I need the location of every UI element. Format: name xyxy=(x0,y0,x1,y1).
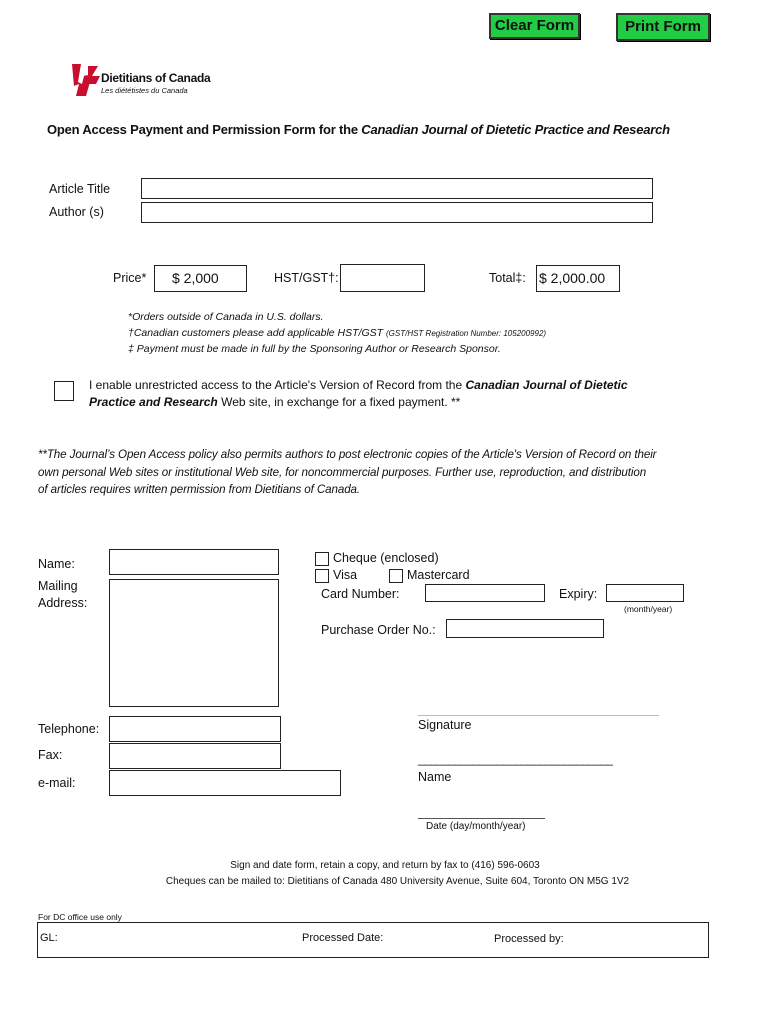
processed-by-label: Processed by: xyxy=(494,933,564,945)
policy-line-2: own personal Web sites or institutional Web site, for noncommercial purposes. Further use, reproduction, and distribution xyxy=(38,465,647,479)
name-input[interactable] xyxy=(109,549,279,575)
po-input[interactable] xyxy=(446,619,604,638)
logo-name: Dietitians of Canada xyxy=(101,71,211,85)
permission-journal-b: Practice and Research xyxy=(89,395,218,409)
mastercard-checkbox[interactable] xyxy=(389,569,403,583)
signature-label: Signature xyxy=(418,718,472,732)
gl-label: GL: xyxy=(40,932,58,944)
processed-date-label: Processed Date: xyxy=(302,932,384,944)
policy-line-3: of articles requires written permission from Dietitians of Canada. xyxy=(38,483,361,496)
date-line[interactable] xyxy=(418,818,545,819)
hst-input[interactable] xyxy=(340,264,425,292)
logo-mark-icon xyxy=(68,62,104,98)
card-number-input[interactable] xyxy=(425,584,545,602)
dietitians-of-canada-logo xyxy=(68,62,211,98)
fax-label: Fax: xyxy=(38,748,63,762)
note-hst-registration: (GST/HST Registration Number: 105200992) xyxy=(385,329,547,338)
mailing-address-input[interactable] xyxy=(109,579,279,707)
article-title-input[interactable] xyxy=(141,178,653,199)
visa-label: Visa xyxy=(333,568,358,582)
permission-text xyxy=(89,377,628,411)
expiry-input[interactable] xyxy=(606,584,684,602)
address-label: Address: xyxy=(38,596,88,610)
title-prefix: Open Access Payment and Permission Form for the xyxy=(47,122,362,137)
email-input[interactable] xyxy=(109,770,341,796)
print-form-button[interactable]: Print Form xyxy=(616,13,710,41)
title-journal: Canadian Journal of Dietetic Practice and Research xyxy=(361,122,670,137)
policy-line-1: **The Journal’s Open Access policy also permits authors to post electronic copies of the Article's Version of Record on their xyxy=(38,448,657,461)
cheque-label: Cheque (enclosed) xyxy=(333,551,439,565)
fax-input[interactable] xyxy=(109,743,281,769)
expiry-label: Expiry: xyxy=(559,587,598,601)
price-label: Price* xyxy=(113,271,147,285)
permission-checkbox[interactable] xyxy=(54,381,74,401)
name-label: Name: xyxy=(38,557,75,571)
article-title-label: Article Title xyxy=(49,182,111,196)
policy-paragraph xyxy=(38,446,656,499)
office-use-heading: For DC office use only xyxy=(38,912,122,922)
permission-text-a: I enable unrestricted access to the Article's Version of Record from the xyxy=(89,378,466,392)
page-title xyxy=(47,122,670,137)
mastercard-label: Mastercard xyxy=(407,568,470,582)
note-hst xyxy=(128,327,546,339)
expiry-hint: (month/year) xyxy=(624,604,673,614)
footer-fax-instructions: Sign and date form, retain a copy, and return by fax to (416) 596-0603 xyxy=(230,860,540,871)
author-input[interactable] xyxy=(141,202,653,223)
cheque-checkbox[interactable] xyxy=(315,552,329,566)
permission-journal-a: Canadian Journal of Dietetic xyxy=(465,378,628,392)
signature-name-label: Name xyxy=(418,770,452,784)
name-signature-line[interactable]: ________________________________ xyxy=(418,752,613,766)
visa-checkbox[interactable] xyxy=(315,569,329,583)
logo-tagline: Les diététistes du Canada xyxy=(101,86,188,95)
telephone-label: Telephone: xyxy=(38,722,100,736)
hst-label: HST/GST†: xyxy=(274,271,339,285)
date-label: Date (day/month/year) xyxy=(426,821,526,832)
note-payment: ‡ Payment must be made in full by the Sponsoring Author or Research Sponsor. xyxy=(128,343,501,355)
permission-text-b: Web site, in exchange for a fixed payment. ** xyxy=(217,395,461,409)
note-usd: *Orders outside of Canada in U.S. dollars. xyxy=(128,311,324,323)
email-label: e-mail: xyxy=(38,776,76,790)
note-hst-text: †Canadian customers please add applicable HST/GST xyxy=(128,327,386,339)
po-label: Purchase Order No.: xyxy=(321,623,436,637)
author-label: Author (s) xyxy=(49,205,104,219)
clear-form-button[interactable]: Clear Form xyxy=(489,13,580,39)
footer-mail-instructions: Cheques can be mailed to: Dietitians of Canada 480 University Avenue, Suite 604, Toronto ON M5G 1V2 xyxy=(165,876,630,887)
signature-line[interactable] xyxy=(418,715,659,716)
telephone-input[interactable] xyxy=(109,716,281,742)
mailing-label: Mailing xyxy=(38,579,78,593)
card-number-label: Card Number: xyxy=(321,587,400,601)
total-input[interactable]: $ 2,000.00 xyxy=(536,265,620,292)
price-input[interactable]: $ 2,000 xyxy=(154,265,247,292)
total-label: Total‡: xyxy=(489,271,526,285)
